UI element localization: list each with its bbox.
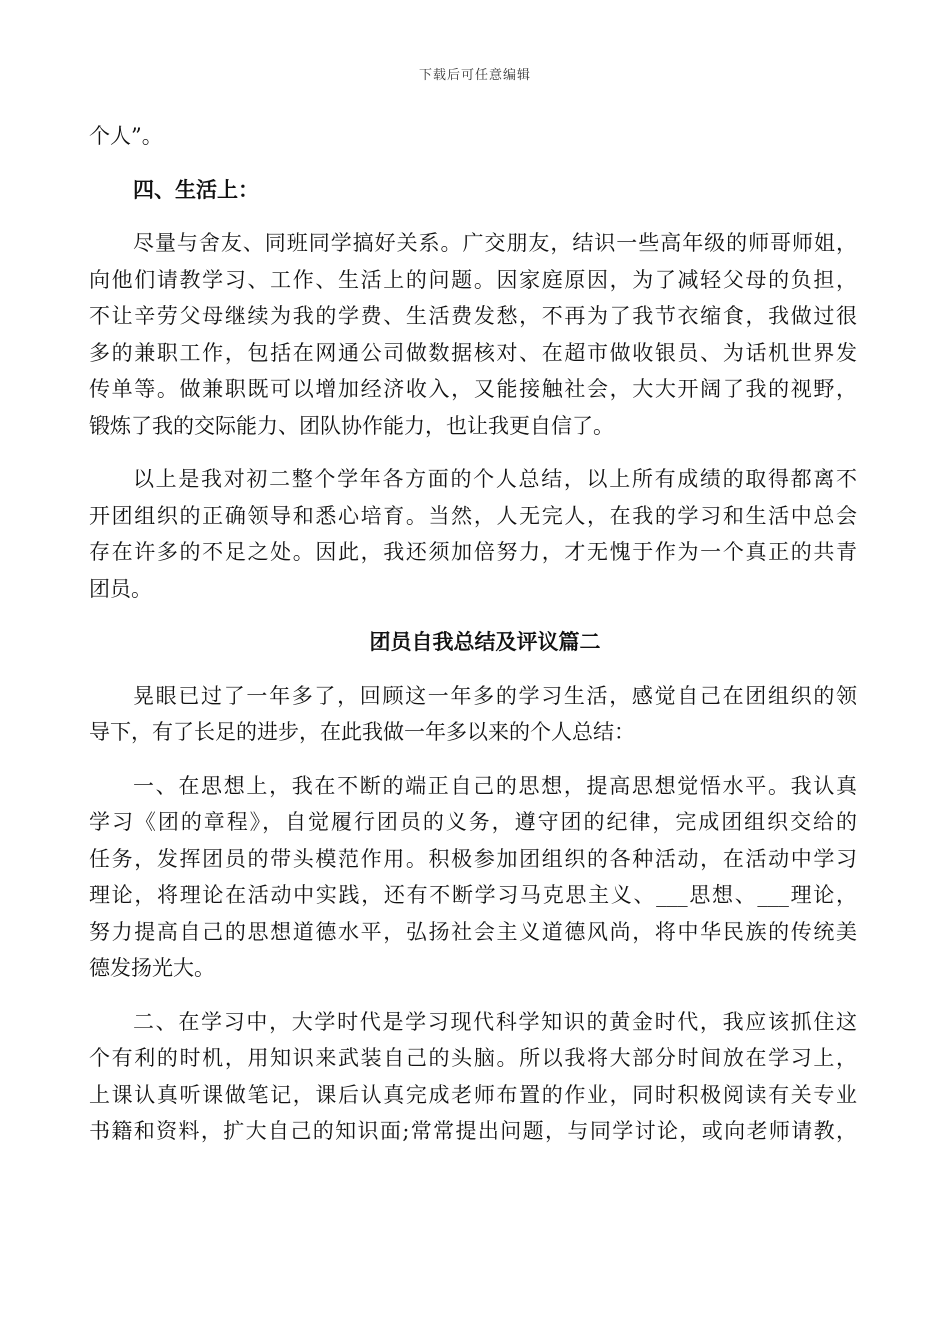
paragraph-line: 不让辛劳父母继续为我的学费、生活费发愁，不再为了我节衣缩食，我做过很 (89, 304, 857, 328)
paragraph-line: 以上是我对初二整个学年各方面的个人总结，以上所有成绩的取得都离不 (133, 467, 857, 491)
article-title: 团员自我总结及评议篇二 (369, 629, 601, 654)
paragraph-line: 上课认真听课做笔记，课后认真完成老师布置的作业，同时积极阅读有关专业 (89, 1082, 857, 1107)
paragraph-line: 导下，有了长足的进步，在此我做一年多以来的个人总结： (89, 720, 635, 744)
paragraph-line: 团员。 (89, 576, 152, 601)
paragraph-line: 个有利的时机，用知识来武装自己的头脑。所以我将大部分时间放在学习上， (89, 1046, 857, 1070)
paragraph-line: 存在许多的不足之处。因此，我还须加倍努力，才无愧于作为一个真正的共青 (89, 540, 857, 564)
paragraph-line: 尽量与舍友、同班同学搞好关系。广交朋友，结识一些高年级的师哥师姐， (133, 231, 857, 255)
paragraph-thought (89, 768, 857, 987)
continuation-line: 个人”。 (89, 124, 163, 148)
page-header: 下载后可任意编辑 (418, 68, 531, 83)
paragraph-line: 二、在学习中，大学时代是学习现代科学知识的黄金时代，我应该抓住这 (133, 1009, 857, 1034)
paragraph-line: 任务，发挥团员的带头模范作用。积极参加团组织的各种活动，在活动中学习 (89, 846, 857, 871)
paragraph-line: 传单等。做兼职既可以增加经济收入，又能接触社会，大大开阔了我的视野， (89, 377, 857, 401)
paragraph-line: 锻炼了我的交际能力、团队协作能力，也让我更自信了。 (89, 413, 614, 438)
paragraph-life (89, 225, 857, 444)
paragraph-line: 学习《团的章程》，自觉履行团员的义务，遵守团的纪律，完成团组织交给的 (89, 810, 857, 834)
paragraph-intro (89, 678, 857, 751)
paragraph-study (89, 1004, 857, 1150)
document-body (89, 118, 857, 1150)
paragraph-line: 向他们请教学习、工作、生活上的问题。因家庭原因，为了减轻父母的负担， (89, 267, 857, 292)
paragraph-line: 德发扬光大。 (89, 956, 215, 980)
paragraph-line: 开团组织的正确领导和悉心培育。当然，人无完人，在我的学习和生活中总会 (89, 503, 857, 528)
paragraph-line: 多的兼职工作，包括在网通公司做数据核对、在超市做收银员、为话机世界发 (89, 340, 857, 365)
paragraph-line: 一、在思想上，我在不断的端正自己的思想，提高思想觉悟水平。我认真 (133, 773, 857, 798)
section-heading-life: 四、生活上： (133, 176, 259, 202)
paragraph-line: 书籍和资料，扩大自己的知识面;常常提出问题，与同学讨论，或向老师请教， (89, 1119, 857, 1143)
paragraph-line: 努力提高自己的思想道德水平，弘扬社会主义道德风尚，将中华民族的传统美 (89, 919, 857, 944)
paragraph-line: 晃眼已过了一年多了，回顾这一年多的学习生活，感觉自己在团组织的领 (133, 683, 857, 708)
paragraph-line: 理论，将理论在活动中实践，还有不断学习马克思主义、___思想、___理论， (89, 883, 857, 907)
paragraph-conclusion (89, 461, 857, 607)
